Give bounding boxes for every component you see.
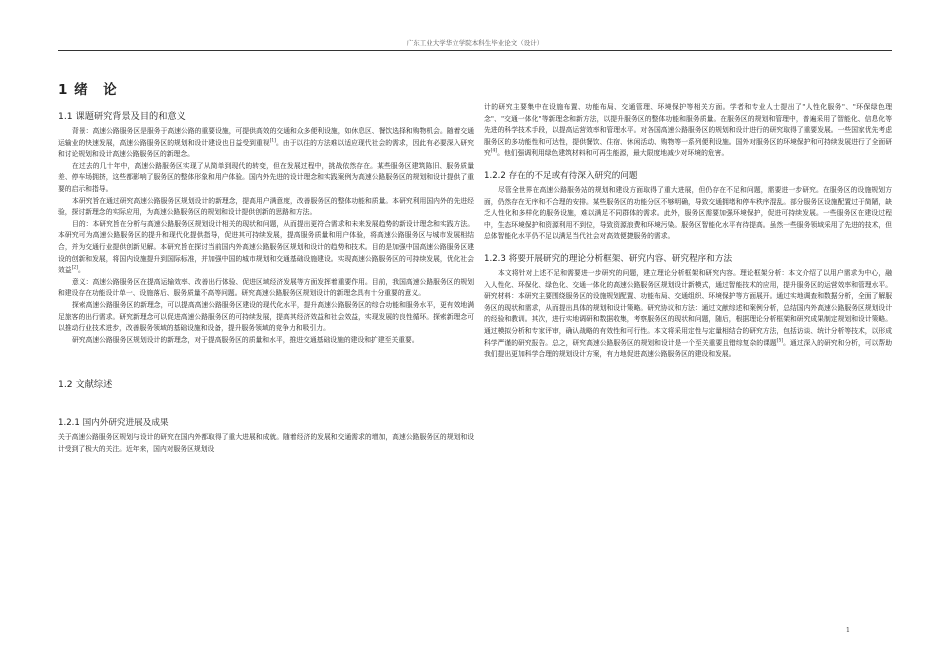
page-number: 1 xyxy=(845,626,850,634)
paragraph: 关于高速公路服务区规划与设计的研究在国内外都取得了重大进展和成就。随着经济的发展和交通需求的增加，高速公路服务区的规划和设计受到了极大的关注。近年来，国内对服务区规划设 xyxy=(58,433,474,453)
subsection-heading-1-2-3: 1.2.3 将要开展研究的理论分析框架、研究内容、研究程序和方法 xyxy=(484,253,733,264)
chapter-title: 1 绪 论 xyxy=(58,82,118,98)
paragraph: 本文将针对上述不足和需要进一步研究的问题，建立理论分析框架和研究内容。理论框架分析：本文介绍了以用户需求为中心，融入人性化、环保化、绿色化、交通一体化的高速公路服务区规划设计新模式，通过智能技术的应用，提升服务区的运营效率和管理水平。研究材料：本研究主要围绕服务区的设施规划配置、功能布局、交通组织、环境保护等方面展开。通过实地调查和数据分析，全面了解服务区的现状和需求，从而提出具体的规划和设计策略。研究协议和方法：通过文献综述和案例分析，总结国内外高速公路服务区规划设计的经验和教训。其次，进行实地调研和数据收集，考察服务区的现状和问题，随后，根据理论分析框架和研究成果制定规划和设计策略。通过模拟分析和专家评审，确认战略的有效性和可行性。本文将采用定性与定量相结合的研究方法，包括访谈、统计分析等技术，以形成科学严谨的研究报告。总之，研究高速公路服务区的规划和设计是一个至关重要且错综复杂的课题[5]。通过深入的研究和分析，可以帮助我们提出更加科学合理的规划设计方案，有力地促进高速公路服务区的建设和发展。 xyxy=(484,268,893,359)
subsection-heading-1-2-1: 1.2.1 国内外研究进展及成果 xyxy=(58,418,169,429)
left-column xyxy=(58,70,474,455)
citation: [2] xyxy=(71,265,78,271)
right-column xyxy=(484,102,892,361)
citation: [5] xyxy=(776,338,784,344)
paragraph-purpose: 目的：本研究旨在分析与高速公路服务区规划设计相关的现状和问题，从而提出更符合需求和未来发展趋势的新设计理念和实践方法。本研究可为高速公路服务区的提升和现代化提供指导，促进其可持续发展，提高服务质量和用户体验，将高速公路服务区与城市发展相结合，并为交通行业提供创新见解。本研究旨在探讨当前国内外高速公路服务区规划和设计的趋势和技术。目的是加强中国高速公路服务区建设的创新和发展，将国内设施提升到国际标准，并加强中国的城市规划和交通基础设施建设。实现高速公路服务区的可持续发展，优化社会效益[2]。 xyxy=(58,219,474,275)
section-heading-1-2: 1.2 文献综述 xyxy=(58,379,113,391)
subsection-heading-1-2-2: 1.2.2 存在的不足或有待深入研究的问题 xyxy=(484,170,638,181)
paragraph: 尽管全世界在高速公路服务站的规划和建设方面取得了重大进展，但仍存在不足和问题，需要进一步研究。在服务区的设施规划方面，仍然存在无序和不合理的安排。某些服务区的功能分区不够明确，导致交通拥堵和停车秩序混乱。部分服务区设施配置过于简陋，缺乏人性化和多样化的服务设施，难以满足不同群体的需求。此外，服务区需要加强环境保护，促进可持续发展。一些服务区在建设过程中，生态环境保护和资源利用不到位，导致资源浪费和环境污染。服务区智能化水平有待提高。虽然一些服务领域采用了先进的技术，但总体智能化水平仍不足以满足当代社会对高效便捷服务的需求。 xyxy=(484,185,892,241)
paragraph-continued: 计的研究主要集中在设施布置、功能布局、交通管理、环境保护等相关方面。学者和专业人士提出了"人性化服务"、"环保绿色理念"、"交通一体化"等新理念和新方法，以提升服务区的整体功能和服务质量。在服务区的规划和管理中，普遍采用了智能化、信息化等先进的科学技术手段，以提高运营效率和管理水平。对各国高速公路服务区的规划和设计进行的研究取得了重要发展。一些国家优先考虑服务区的多功能性和可达性，提供餐饮、住宿、休闲活动、购物等一系列便利设施。国外对服务区的环境保护和可持续发展进行了全面研究[4]。他们强调利用绿色建筑材料和可再生能源，最大限度地减少对环境的危害。 xyxy=(484,103,892,158)
citation: [4] xyxy=(490,149,498,155)
paragraph: 探索高速公路服务区的新理念，可以提高高速公路服务区建设的现代化水平，提升高速公路服务区的综合功能和服务水平，更有效地满足旅客的出行需求。研究新理念可以促进高速公路服务区的可持续发展，提高其经济效益和社会效益，实现发展的良性循环。探索新理念可以推动行业技术进步，改善服务领域的基础设施和设备，提升服务领域的竞争力和吸引力。 xyxy=(58,300,474,333)
paragraph-background: 背景：高速公路服务区是服务于高速公路的重要设施，可提供高效的交通和众多便利设施，如休息区、餐饮选择和购物机会。随着交通运输业的快速发展，高速公路服务区的规划和设计建设也日益受到重视[1]。由于以往的方法难以适应现代社会的需求，因此有必要深入研究和讨论规划和设计高速公路服务区的新理念。 xyxy=(58,127,475,159)
paragraph: 在过去的几十年中，高速公路服务区实现了从简单到现代的转变，但在发展过程中，挑战依然存在。某些服务区建筑陈旧、服务质量差、停车场拥挤，这些都影响了服务区的整体形象和用户体验。国内外先进的设计理念和实践案例为高速公路服务区的规划和设计提供了重要的启示和指导。 xyxy=(58,161,474,193)
header-title: 广东工业大学华立学院本科生毕业论文（设计） xyxy=(406,39,544,47)
section-heading-1-1: 1.1 课题研究背景及目的和意义 xyxy=(58,111,186,122)
citation: [1] xyxy=(269,138,277,144)
paragraph: 研究高速公路服务区规划设计的新理念，对于提高服务区的质量和水平，推进交通基础设施的建设和扩建至关重要。 xyxy=(72,335,419,344)
paragraph: 本研究旨在通过研究高速公路服务区规划设计的新理念，提高用户满意度，改善服务区的整体功能和质量。本研究利用国内外的先进经验，探讨新理念的实际应用，为高速公路服务区的规划和设计提供创新的思路和方法。 xyxy=(58,196,474,217)
paragraph-significance: 意义：高速公路服务区在提高运输效率、改善出行体验、促进区域经济发展等方面发挥着重要作用。目前，我国高速公路服务区的规划和建设存在功能设计单一、设施落后、服务质量不高等问题。研究高速公路服务区规划设计的新理念具有十分重要的意义。 xyxy=(58,277,474,298)
page-header xyxy=(58,38,892,51)
